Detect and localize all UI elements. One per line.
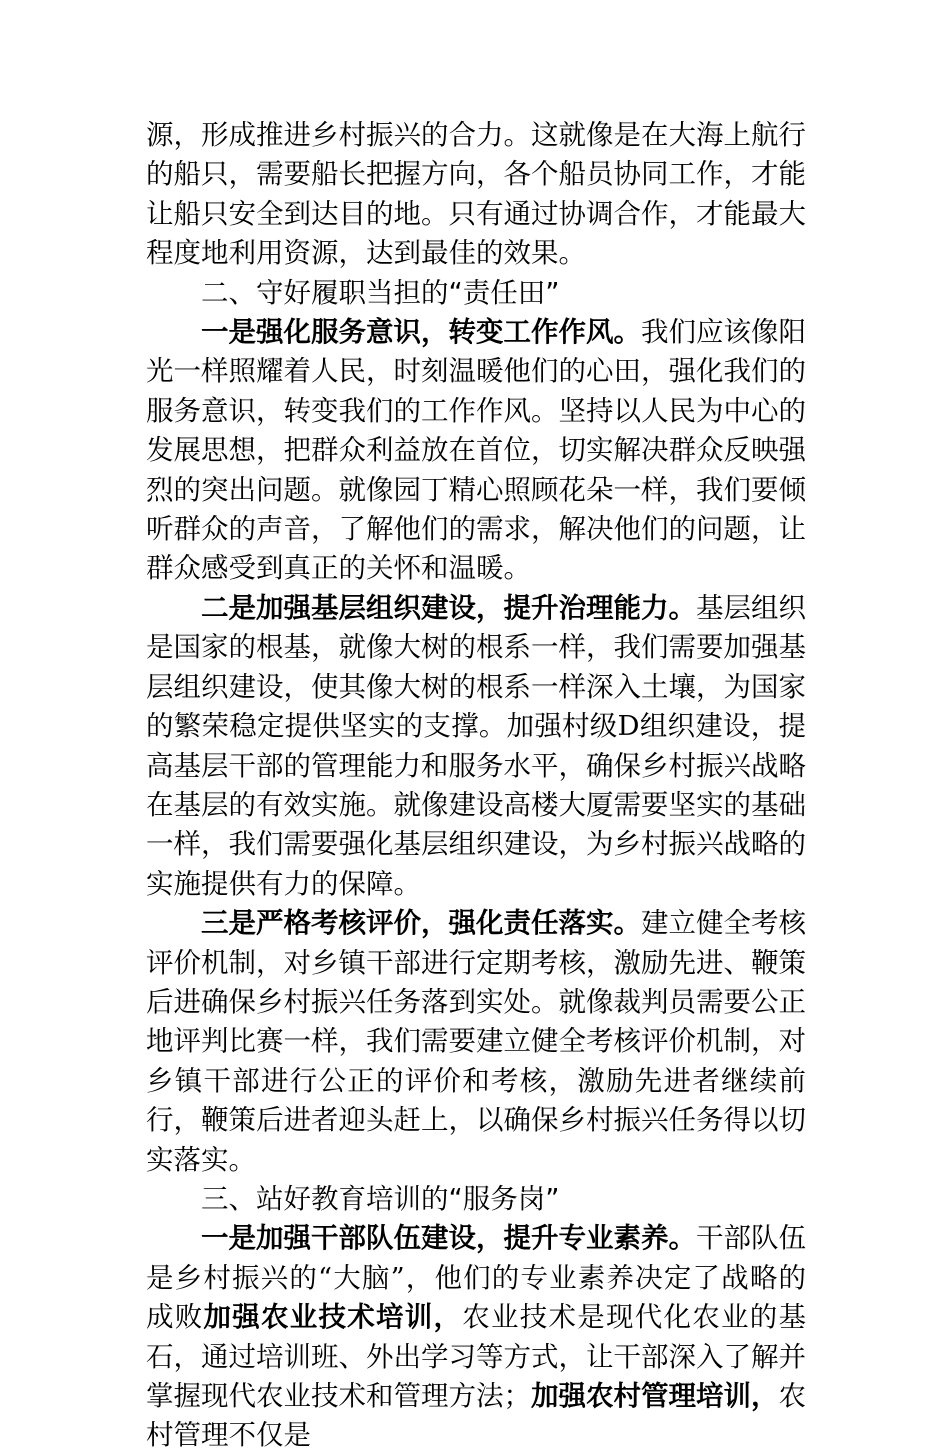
sub-lead-agri-tech: 加强农业技术培训， — [203, 1301, 463, 1334]
paragraph-lead: 二是加强基层组织建设，提升治理能力。 — [201, 591, 696, 624]
continuation-text: 源，形成推进乡村振兴的合力。这就像是在大海上航行的船只，需要船长把握方向，各个船员协同工作，才能让船只安全到达目的地。只有通过协调合作，才能最大程度地利用资源，达到最佳的效果。 — [146, 119, 806, 270]
paragraph-body: 建立健全考核评价机制，对乡镇干部进行定期考核，激励先进、鞭策后进确保乡村振兴任务落到实处。就像裁判员需要公正地评判比赛一样，我们需要建立健全考核评价机制，对乡镇干部进行公正的评价和考核，激励先进者继续前行，鞭策后进者迎头赶上，以确保乡村振兴任务得以切实落实。 — [146, 907, 806, 1176]
section-heading-responsibility — [146, 274, 806, 313]
paragraph-grassroots-organization — [146, 589, 806, 904]
continuation-paragraph — [146, 116, 806, 274]
sub-lead-rural-management: 加强农村管理培训， — [531, 1380, 779, 1412]
paragraph-assessment — [146, 904, 806, 1180]
paragraph-lead: 一是强化服务意识，转变工作作风。 — [201, 316, 641, 349]
paragraph-lead: 三是严格考核评价，强化责任落实。 — [201, 907, 641, 940]
paragraph-lead: 一是加强干部队伍建设，提升专业素养。 — [201, 1222, 696, 1255]
paragraph-service-awareness — [146, 313, 806, 589]
document-page — [146, 116, 806, 1456]
section-heading-training — [146, 1180, 806, 1219]
section-heading-text: 三、站好教育培训的“服务岗” — [201, 1182, 560, 1215]
paragraph-cadre-team — [146, 1219, 806, 1455]
paragraph-body: 我们应该像阳光一样照耀着人民，时刻温暖他们的心田，强化我们的服务意识，转变我们的工作作风。坚持以人民为中心的发展思想，把群众利益放在首位，切实解决群众反映强烈的突出问题。就像园丁精心照顾花朵一样，我们要倾听群众的声音，了解他们的需求，解决他们的问题，让群众感受到真正的关怀和温暖。 — [146, 316, 806, 585]
paragraph-body: 农村管理不仅是 — [146, 1380, 806, 1452]
paragraph-body: 基层组织是国家的根基，就像大树的根系一样，我们需要加强基层组织建设，使其像大树的根系一样深入土壤，为国家的繁荣稳定提供坚实的支撑。加强村级D组织建设，提高基层干部的管理能力和服务水平，确保乡村振兴战略在基层的有效实施。就像建设高楼大厦需要坚实的基础一样，我们需要强化基层组织建设，为乡村振兴战略的实施提供有力的保障。 — [146, 591, 806, 900]
section-heading-text: 二、守好履职当担的“责任田” — [201, 276, 560, 309]
paragraph-body: 干部队伍是乡村振兴的“大脑”，他们的专业素养决定了战略的成败 — [146, 1222, 806, 1334]
paragraph-body: 农业技术是现代化农业的基石，通过培训班、外出学习等方式，让干部深入了解并掌握现代农业技术和管理方法； — [146, 1301, 806, 1412]
